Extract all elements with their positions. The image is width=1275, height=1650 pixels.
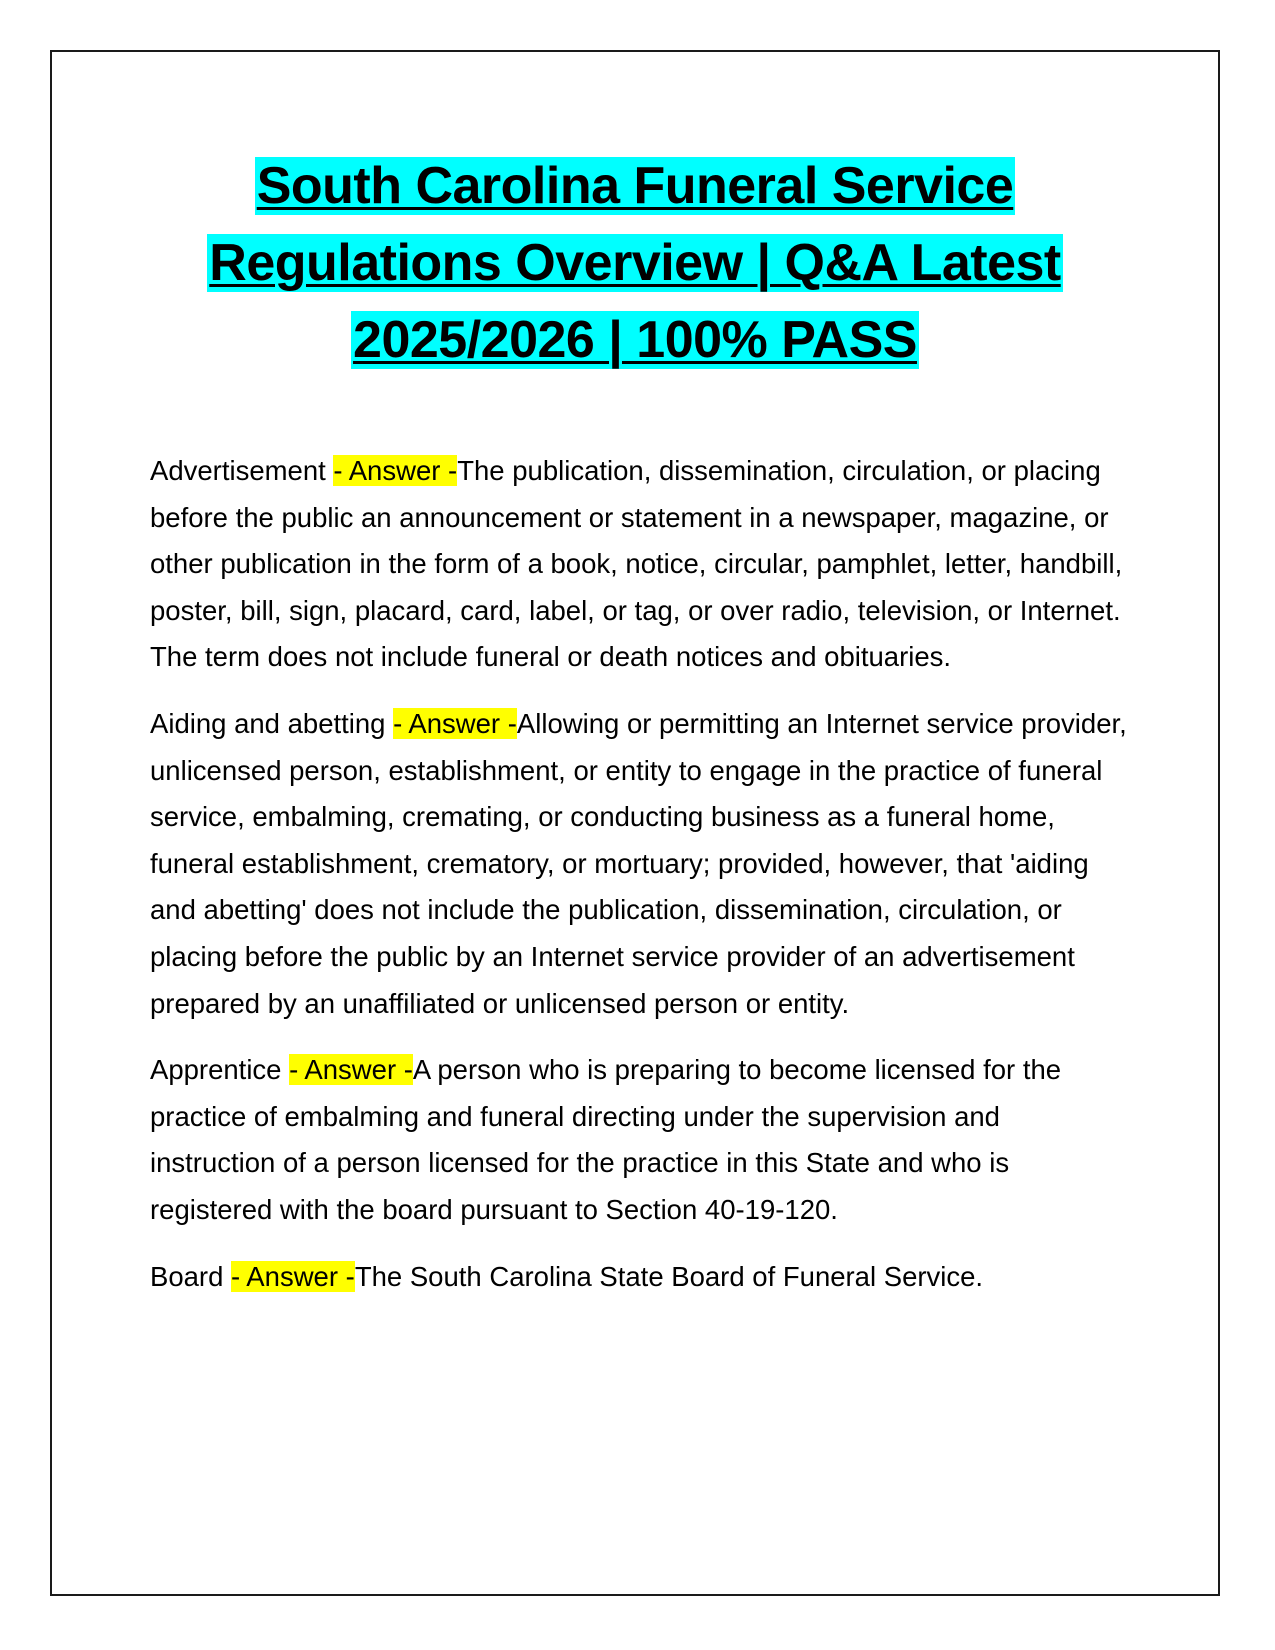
entry-term: Apprentice xyxy=(150,1054,290,1086)
answer-marker: - Answer - xyxy=(231,1260,355,1292)
entry-definition: The publication, dissemination, circulation, or placing before the public an announcement or statement in a newspaper, magazine, or other publication in the form of a book, notice, circular, pamphlet, letter, handbill, poster, bill, sign, placard, card, label, or tag, or over radio, television, or Internet. The term does not include funeral or death notices and obituaries. xyxy=(150,455,1123,673)
entry-definition: Allowing or permitting an Internet service provider, unlicensed person, establishment, or entity to engage in the practice of funeral service, embalming, cremating, or conducting business as a funeral home, funeral establishment, crematory, or mortuary; provided, however, that 'aiding and abetting' does not include the publication, dissemination, circulation, or placing before the public by an Internet service provider of an advertisement prepared by an unaffiliated or unlicensed person or entity. xyxy=(150,707,1127,1019)
document-title xyxy=(52,148,1218,379)
answer-marker: - Answer - xyxy=(393,707,517,739)
entry-definition: The South Carolina State Board of Funeral Service. xyxy=(354,1260,984,1292)
entry-term: Aiding and abetting xyxy=(150,707,394,739)
qa-entry-advertisement xyxy=(150,448,1130,681)
entry-term: Advertisement xyxy=(150,455,334,486)
title-line-1: South Carolina Funeral Service xyxy=(256,157,1014,215)
entry-definition: A person who is preparing to become licensed for the practice of embalming and funeral directing under the supervision and instruction of a person licensed for the practice in this State and who is registered with the board pursuant to Section 40-19-120. xyxy=(150,1054,1062,1225)
qa-entry-board xyxy=(150,1254,1130,1301)
qa-entry-aiding-and-abetting xyxy=(150,701,1130,1027)
qa-entry-apprentice xyxy=(150,1047,1130,1233)
entry-term: Board xyxy=(150,1260,232,1292)
answer-marker: - Answer - xyxy=(289,1054,413,1086)
title-line-3: 2025/2026 | 100% PASS xyxy=(353,311,917,369)
title-line-2: Regulations Overview | Q&A Latest xyxy=(209,234,1061,292)
qa-list xyxy=(150,448,1130,1320)
answer-marker: - Answer - xyxy=(333,455,458,486)
